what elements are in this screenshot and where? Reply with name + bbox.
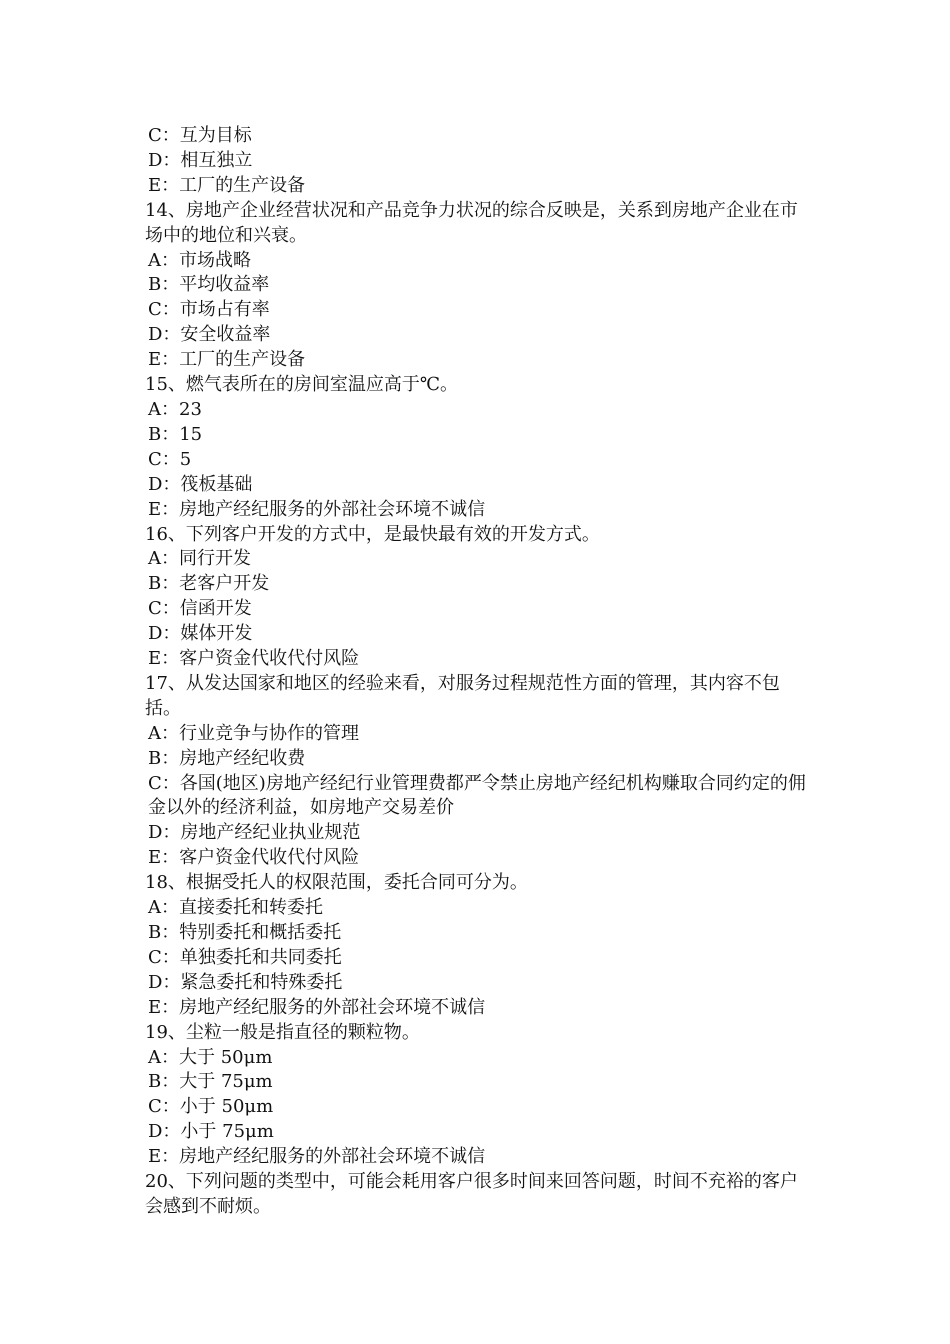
answer-option: A：同行开发 (148, 548, 251, 570)
answer-option: B：大于 75μm (148, 1071, 273, 1093)
question-text: 15、燃气表所在的房间室温应高于℃。 (145, 374, 459, 396)
answer-option: D：安全收益率 (148, 324, 271, 346)
answer-option: E：房地产经纪服务的外部社会环境不诚信 (148, 1146, 486, 1168)
answer-option: B：平均收益率 (148, 274, 270, 296)
question-text: 16、下列客户开发的方式中，是最快最有效的开发方式。 (145, 523, 600, 545)
document-body (145, 124, 810, 1220)
answer-option: B：特别委托和概括委托 (148, 922, 342, 943)
answer-option: C：信函开发 (148, 598, 252, 620)
answer-option: A：市场战略 (148, 249, 251, 271)
answer-option: D：媒体开发 (148, 623, 253, 645)
answer-option: A：直接委托和转委托 (148, 897, 323, 919)
answer-option: C：互为目标 (148, 125, 252, 146)
answer-option: E：房地产经纪服务的外部社会环境不诚信 (148, 498, 486, 520)
answer-option: C：市场占有率 (148, 299, 270, 321)
question-text: 14、房地产企业经营状况和产品竞争力状况的综合反映是，关系到房地产企业在市场中的地位和兴衰。 (145, 199, 798, 246)
answer-option: C：小于 50μm (148, 1096, 274, 1118)
answer-option: D：房地产经纪业执业规范 (148, 822, 361, 844)
answer-option: E：工厂的生产设备 (148, 174, 306, 196)
answer-option: C：5 (148, 448, 192, 470)
answer-option: E：客户资金代收代付风险 (148, 648, 360, 670)
answer-option: B：老客户开发 (148, 573, 270, 595)
answer-option: D：相互独立 (148, 149, 253, 171)
question-text: 20、下列问题的类型中，可能会耗用客户很多时间来回答问题，时间不充裕的客户会感到不耐烦。 (145, 1171, 798, 1217)
question-text: 18、根据受托人的权限范围，委托合同可分为。 (145, 872, 528, 894)
answer-option: B：15 (148, 423, 203, 445)
answer-option: D：筏板基础 (148, 473, 253, 495)
question-text: 19、尘粒一般是指直径的颗粒物。 (145, 1021, 420, 1043)
answer-option: D：小于 75μm (148, 1121, 274, 1143)
answer-option: B：房地产经纪收费 (148, 747, 306, 769)
answer-option: A：大于 50μm (148, 1046, 273, 1068)
answer-option: E：工厂的生产设备 (148, 349, 306, 371)
answer-option: C：各国(地区)房地产经纪行业管理费都严令禁止房地产经纪机构赚取合同约定的佣金以外的经济利益，如房地产交易差价 (148, 772, 806, 819)
answer-option: A：行业竞争与协作的管理 (148, 722, 359, 744)
answer-option: E：客户资金代收代付风险 (148, 847, 360, 869)
answer-option: E：房地产经纪服务的外部社会环境不诚信 (148, 996, 486, 1018)
answer-option: D：紧急委托和特殊委托 (148, 971, 343, 993)
answer-option: C：单独委托和共同委托 (148, 946, 342, 968)
question-text: 17、从发达国家和地区的经验来看，对服务过程规范性方面的管理，其内容不包括。 (145, 672, 780, 719)
answer-option: A：23 (148, 398, 202, 420)
